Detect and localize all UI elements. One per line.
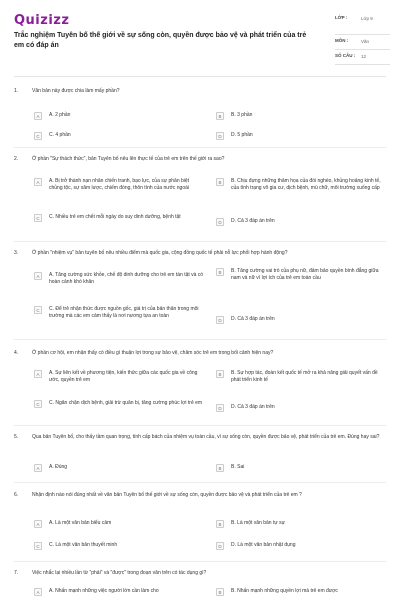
option-letter: C [34, 132, 42, 140]
header [0, 0, 400, 74]
option-b[interactable] [216, 588, 386, 596]
option-text: C. Là một văn bản thuyết minh [49, 542, 118, 548]
question-separator [14, 561, 386, 562]
option-b[interactable] [216, 464, 386, 472]
option-text: C. Ngăn chặn dịch bệnh, giải trừ quân bị, tăng cường phúc lợi trẻ em [49, 400, 203, 406]
question-text: Nhận định nào nói đúng nhất về văn bản Tuyên bố thế giới về sự sống còn, quyền được bảo vệ và phát triển của trẻ em ? [32, 492, 302, 498]
option-d[interactable] [216, 218, 386, 226]
header-divider [14, 76, 386, 77]
option-letter: A [34, 272, 42, 280]
question-number: 7. [14, 570, 19, 576]
option-text: C. Để trẻ nhận thức được nguồn gốc, giá trị của bản thân trong môi trường mà các em cảm thấy là nơi nương tựa an toàn [49, 306, 199, 319]
option-d[interactable] [216, 132, 386, 140]
option-letter: A [34, 588, 42, 596]
option-b[interactable] [216, 112, 386, 120]
question-number: 2. [14, 156, 19, 162]
question-text: Văn bản này được chia làm mấy phần? [32, 88, 120, 94]
question-text: Việc nhắc lại nhiều lần từ "phải" và "được" trong đoạn văn trên có tác dụng gì? [32, 570, 207, 576]
option-b[interactable] [216, 370, 386, 384]
meta-socau-value: 12 [361, 54, 367, 59]
option-text: B. Là một văn bản tự sự [231, 520, 285, 526]
option-text: D. Cả 3 đáp án trên [231, 218, 275, 224]
option-text: D. Cả 3 đáp án trên [231, 316, 275, 322]
option-a[interactable] [34, 272, 204, 286]
meta-lop [335, 12, 390, 35]
option-letter: D [216, 542, 224, 550]
option-text: C. 4 phần [49, 132, 71, 138]
meta-mon-label: MÔN : [335, 38, 349, 43]
question-number: 5. [14, 434, 19, 440]
meta-socau [335, 50, 390, 65]
option-c[interactable] [34, 542, 204, 550]
question-text: Qua bản Tuyên bố, cho thấy tầm quan trọng, tính cấp bách của nhiệm vụ toàn cầu, vì sự sống còn, quyền được bảo vệ, phát triển của trẻ em. Đúng hay sai? [32, 434, 380, 440]
option-c[interactable] [34, 132, 204, 140]
option-letter: C [34, 214, 42, 222]
option-c[interactable] [34, 400, 204, 408]
option-a[interactable] [34, 178, 204, 192]
option-text: D. 5 phần [231, 132, 253, 138]
option-letter: A [34, 370, 42, 378]
question-number: 4. [14, 350, 19, 356]
option-text: A. Là một văn bản biểu cảm [49, 520, 112, 526]
option-a[interactable] [34, 520, 204, 528]
meta-lop-label: LỚP : [335, 15, 348, 20]
meta-lop-value: Lớp 9 [361, 16, 373, 21]
option-letter: D [216, 218, 224, 226]
option-text: B. 3 phần [231, 112, 253, 118]
question-text: Ở phần "nhiệm vụ" bản tuyên bố nêu nhiều điểm mà quốc gia, cộng đồng quốc tế phải nỗ lực phối hợp hành động? [32, 250, 288, 256]
question-text: Ở phần "Sự thách thức", bản Tuyên bố nêu lên thực tế của trẻ em trên thế giới ra sao? [32, 156, 225, 162]
option-letter: C [34, 400, 42, 408]
option-text: B. Sự hợp tác, đoàn kết quốc tế mở ra khả năng giải quyết vấn đề phát triển kinh tế [231, 370, 378, 383]
question-separator [14, 147, 386, 148]
option-text: B. Sai [231, 464, 245, 470]
option-letter: B [216, 370, 224, 378]
option-letter: D [216, 316, 224, 324]
question-separator [14, 425, 386, 426]
option-d[interactable] [216, 316, 386, 324]
option-text: A. 2 phần [49, 112, 71, 118]
question-separator [14, 339, 386, 340]
option-letter: A [34, 112, 42, 120]
option-a[interactable] [34, 588, 204, 596]
option-d[interactable] [216, 404, 386, 412]
option-text: B. Chịu đựng những thảm họa của đói nghèo, khủng hoảng kinh tế, của tình trạng vô gia cư, dịch bệnh, mù chữ, môi trường xuống cấp [231, 178, 381, 191]
option-text: A. Bị trở thành nạn nhân chiến tranh, bạo lực, của sự phân biệt chủng tộc, sự xâm lược, chiếm đóng, thôn tính của nước ngoài [49, 178, 190, 191]
option-text: D. Là một văn bản nhật dụng [231, 542, 296, 548]
meta-socau-label: SỐ CÂU : [335, 53, 356, 58]
quiz-title: Trắc nghiệm Tuyên bố thế giới về sự sống còn, quyền được bảo vệ và phát triển của trẻ em có đáp án [14, 32, 307, 49]
option-letter: B [216, 178, 224, 186]
question-number: 3. [14, 250, 19, 256]
question-separator [14, 482, 386, 483]
option-b[interactable] [216, 520, 386, 528]
option-a[interactable] [34, 370, 204, 384]
question-separator [14, 241, 386, 242]
option-text: C. Nhiều trẻ em chết mỗi ngày do suy dinh dưỡng, bệnh tật [49, 214, 181, 220]
option-a[interactable] [34, 112, 204, 120]
option-c[interactable] [34, 214, 204, 222]
option-letter: B [216, 112, 224, 120]
option-a[interactable] [34, 464, 204, 472]
meta-mon-value: Văn [361, 39, 370, 44]
option-letter: C [34, 306, 42, 314]
option-text: A. Đúng [49, 464, 68, 470]
option-letter: D [216, 404, 224, 412]
option-text: D. Cả 3 đáp án trên [231, 404, 275, 410]
question-text: Ở phần cơ hội, em nhận thấy có điều gì thuận lợi trong sự bảo vệ, chăm sóc trẻ em trong bối cảnh hiện nay? [32, 350, 274, 356]
option-d[interactable] [216, 542, 386, 550]
quizizz-logo: Quizizz [14, 13, 70, 28]
option-text: A. Nhấn mạnh những việc người lớn cần làm cho [49, 588, 159, 594]
option-text: A. Tăng cường sức khỏe, chế độ dinh dưỡng cho trẻ em tàn tật và có hoàn cảnh khó khăn [49, 272, 204, 285]
option-letter: B [216, 464, 224, 472]
option-letter: C [34, 542, 42, 550]
option-letter: D [216, 132, 224, 140]
option-letter: B [216, 268, 224, 276]
option-text: B. Tăng cường vai trò của phụ nữ, đảm bảo quyền bình đẳng giữa nam và nữ vì lợi ích của trẻ em toàn cầu [231, 268, 379, 281]
option-letter: A [34, 520, 42, 528]
option-b[interactable] [216, 268, 386, 282]
option-letter: A [34, 178, 42, 186]
option-text: A. Sự liên kết về phương tiện, kiến thức giữa các quốc gia về công ước, quyền trẻ em [49, 370, 198, 383]
option-letter: A [34, 464, 42, 472]
question-number: 6. [14, 492, 19, 498]
option-text: B. Nhấn mạnh những quyền lợi mà trẻ em được [231, 588, 338, 594]
option-letter: B [216, 520, 224, 528]
option-b[interactable] [216, 178, 386, 192]
option-letter: B [216, 588, 224, 596]
meta-mon [335, 35, 390, 50]
option-c[interactable] [34, 306, 204, 320]
question-number: 1. [14, 88, 19, 94]
meta-info [335, 12, 390, 65]
